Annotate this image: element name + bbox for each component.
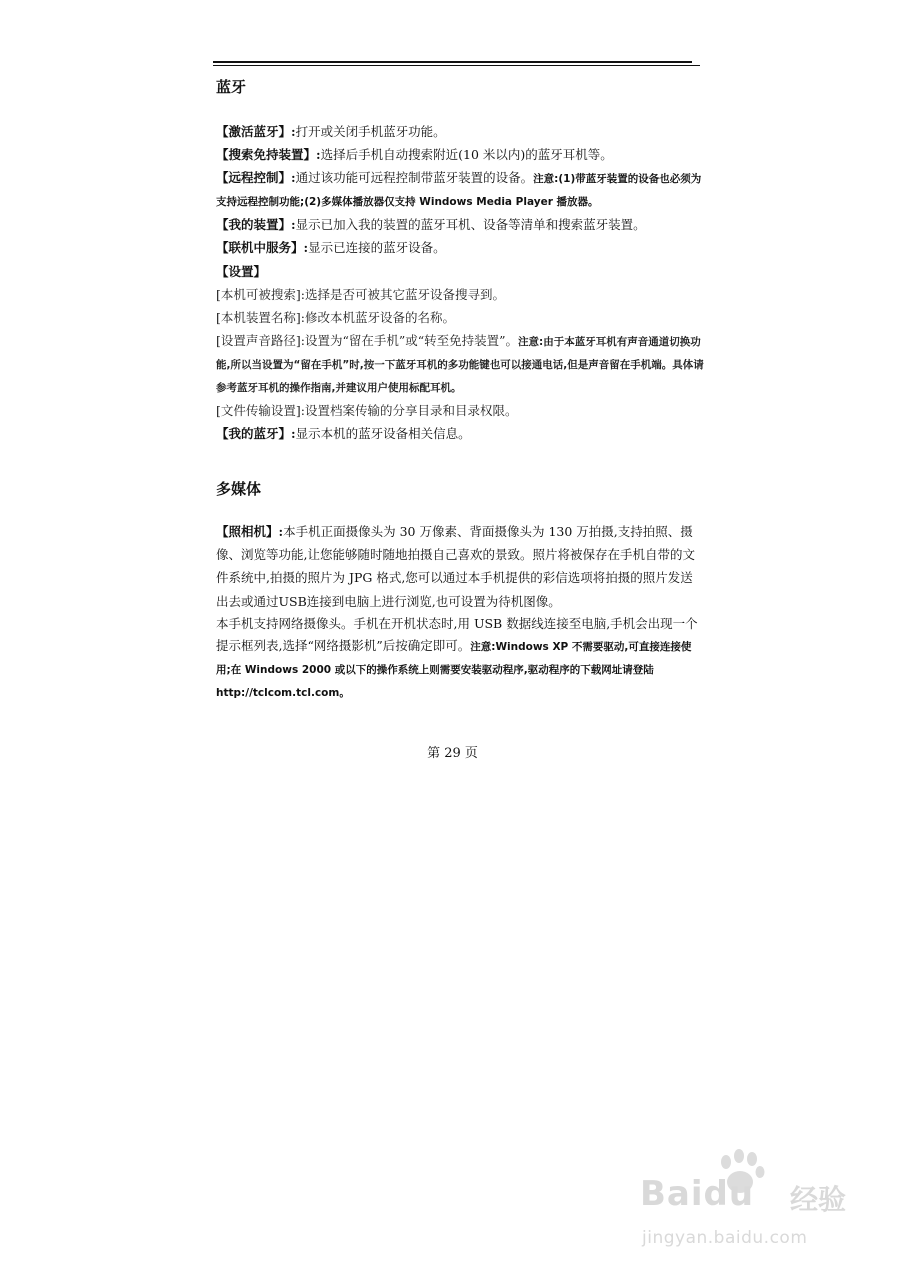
desc: 打开或关闭手机蓝牙功能。 [295, 124, 446, 139]
desc: 设置为“留在手机”或“转至免持装置”。 [304, 332, 519, 348]
desc: 显示已加入我的装置的蓝牙耳机、设备等清单和搜索蓝牙装置。 [295, 216, 646, 232]
baidu-jingyan-watermark [640, 1148, 880, 1258]
note: 注意:(1)带蓝牙装置的设备也必须为支持远程控制功能;(2)多媒体播放器仅支持 Windows Media Player 播放器。 [216, 172, 702, 208]
desc: 显示本机的蓝牙设备相关信息。 [295, 426, 471, 442]
watermark-url: jingyan.baidu.com [642, 1228, 808, 1248]
setting-label: [文件传输设置]: [216, 402, 305, 418]
term: 【设置】 [216, 263, 267, 279]
header-rule-thin [213, 65, 700, 66]
desc: 设置档案传输的分享目录和目录权限。 [304, 402, 518, 418]
term: 【激活蓝牙】: [216, 124, 296, 139]
bt-item-my-devices [216, 213, 704, 236]
note: 注意:由于本蓝牙耳机有声音通道切换功能,所以当设置为“留在手机”时,按一下蓝牙耳机的多功能键也可以接通电话,但是声音留在手机端。具体请参考蓝牙耳机的操作指南,并建议用户使用标配耳机。 [216, 335, 704, 394]
term: 【联机中服务】: [216, 240, 309, 256]
bt-item-search-handsfree [216, 143, 704, 166]
watermark-logo-cn: 经验 [790, 1183, 847, 1216]
bt-item-settings [216, 260, 704, 283]
setting-label: [设置声音路径]: [216, 332, 305, 348]
setting-label: [本机装置名称]: [216, 310, 305, 326]
bt-item-my-bluetooth [216, 422, 704, 445]
bt-item-remote-control [216, 167, 704, 213]
camera-paragraph [216, 520, 704, 614]
header-rule-thick [213, 61, 692, 63]
desc: 选择是否可被其它蓝牙设备搜寻到。 [304, 287, 505, 303]
term: 【搜索免持装置】: [216, 147, 321, 163]
term: 【我的蓝牙】: [216, 426, 296, 442]
watermark-logo: Baidu [640, 1174, 755, 1214]
bt-item-connected-services [216, 236, 704, 259]
setting-audio-path [216, 330, 704, 399]
section-title-multimedia: 多媒体 [216, 479, 262, 498]
term: 【照相机】: [216, 523, 284, 539]
section-title-bluetooth: 蓝牙 [216, 78, 247, 96]
desc: 选择后手机自动搜索附近(10 米以内)的蓝牙耳机等。 [320, 147, 613, 163]
desc: 通过该功能可远程控制带蓝牙装置的设备。 [295, 169, 534, 185]
note: 注意:Windows XP 不需要驱动,可直接连接使用;在 Windows 2000 或以下的操作系统上则需要安装驱动程序,驱动程序的下载网址请登陆 http://tclcom.tcl.com。 [216, 641, 692, 700]
desc: 本手机支持网络摄像头。手机在开机状态时,用 USB 数据线连接至电脑,手机会出现一个提示框列表,选择“网络摄影机”后按确定即可。 [216, 616, 698, 654]
desc: 显示已连接的蓝牙设备。 [308, 240, 446, 256]
term: 【我的装置】: [216, 216, 296, 232]
setting-device-name [216, 306, 704, 329]
webcam-paragraph [216, 613, 704, 704]
setting-discoverable [216, 283, 704, 306]
setting-file-transfer [216, 399, 704, 422]
desc: 本手机正面摄像头为 30 万像素、背面摄像头为 130 万拍摄,支持拍照、摄像、浏览等功能,让您能够随时随地拍摄自己喜欢的景致。照片将被保存在手机自带的文件系统中,拍摄的照片为 JPG 格式,您可以通过本手机提供的彩信选项将拍摄的照片发送出去或通过USB连接到电脑上进行浏览,也可设置为待机图像。 [216, 523, 695, 609]
desc: 修改本机蓝牙设备的名称。 [304, 310, 455, 326]
page-number: 第 29 页 [427, 746, 478, 761]
setting-label: [本机可被搜索]: [216, 287, 305, 303]
term: 【远程控制】: [216, 169, 296, 185]
page-content [216, 74, 704, 704]
bt-item-activate [216, 120, 704, 143]
